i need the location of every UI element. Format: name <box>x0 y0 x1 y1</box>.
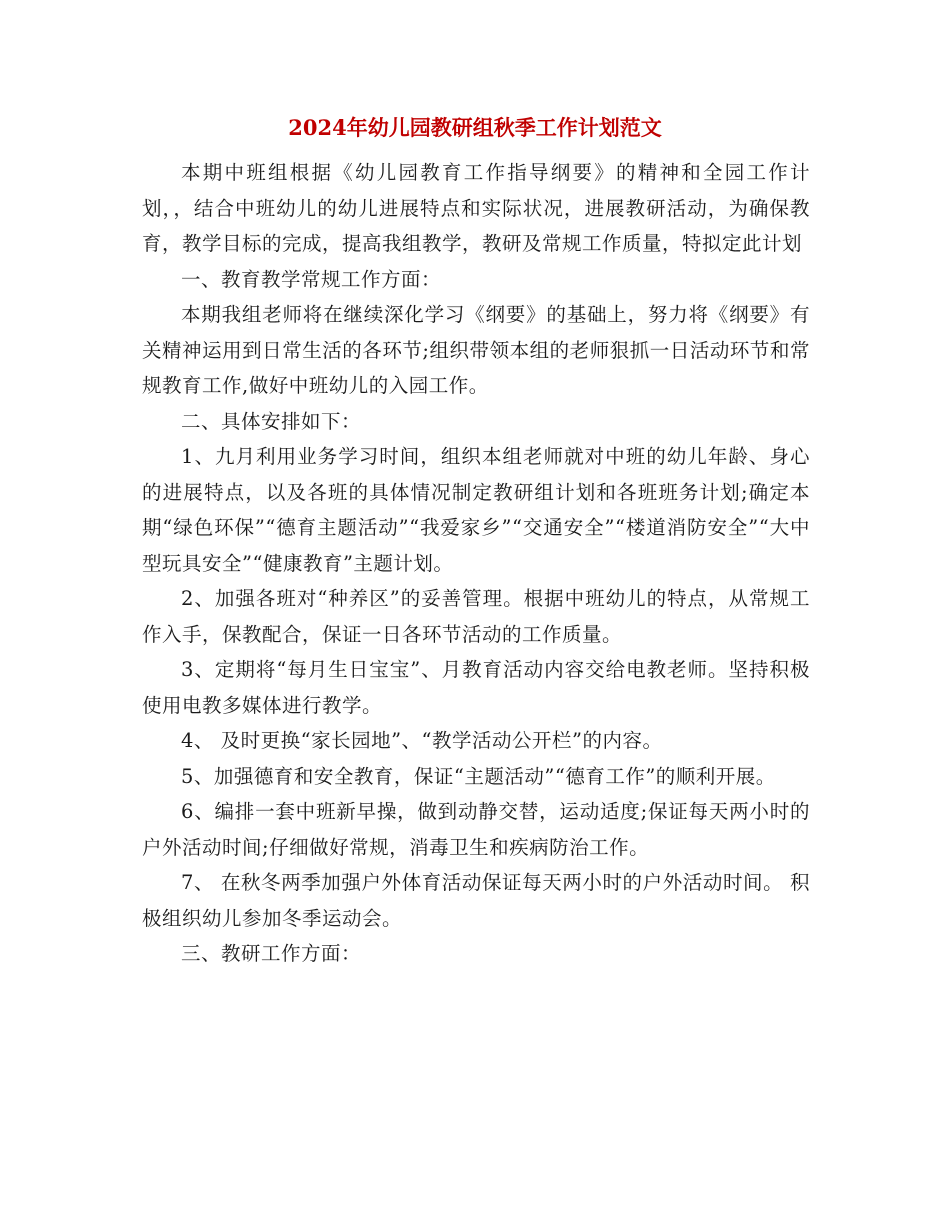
document-body <box>142 155 810 972</box>
list-item: 7、 在秋冬两季加强户外体育活动保证每天两小时的户外活动时间。 积极组织幼儿参加冬季运动会。 <box>142 871 810 930</box>
section-heading-research: 三、教研工作方面： <box>181 942 362 965</box>
list-item: 2、加强各班对“种养区”的妥善管理。根据中班幼儿的特点，从常规工作入手，保教配合，保证一日各环节活动的工作质量。 <box>142 587 810 646</box>
list-item: 5、加强德育和安全教育，保证“主题活动”“德育工作”的顺利开展。 <box>181 764 776 788</box>
list-item: 4、 及时更换“家长园地”、“教学活动公开栏”的内容。 <box>181 729 663 752</box>
section-heading-routine: 一、教育教学常规工作方面： <box>181 267 442 291</box>
list-item: 6、编排一套中班新早操，做到动静交替，运动适度;保证每天两小时的户外活动时间;仔细做好常规，消毒卫生和疾病防治工作。 <box>142 800 810 859</box>
document-title: 2024年幼儿园教研组秋季工作计划范文 <box>288 115 662 140</box>
paragraph-routine: 本期我组老师将在继续深化学习《纲要》的基础上，努力将《纲要》有关精神运用到日常生活的各环节;组织带领本组的老师狠抓一日活动环节和常规教育工作,做好中班幼儿的入园工作。 <box>142 303 810 397</box>
section-heading-arrangements: 二、具体安排如下： <box>181 409 362 433</box>
paragraph-intro: 本期中班组根据《幼儿园教育工作指导纲要》的精神和全园工作计划，，结合中班幼儿的幼儿进展特点和实际状况，进展教研活动，为确保教育，教学目标的完成，提高我组教学，教研及常规工作质量，特拟定此计划 <box>142 161 810 255</box>
list-item: 3、定期将“每月生日宝宝”、月教育活动内容交给电教老师。坚持积极使用电教多媒体进行教学。 <box>142 658 810 717</box>
list-item: 1、九月利用业务学习时间，组织本组老师就对中班的幼儿年龄、身心的进展特点，以及各班的具体情况制定教研组计划和各班班务计划;确定本期“绿色环保”“德育主题活动”“我爱家乡”“交通安全”“楼道消防安全”“大中型玩具安全”“健康教育”主题计划。 <box>142 445 810 575</box>
